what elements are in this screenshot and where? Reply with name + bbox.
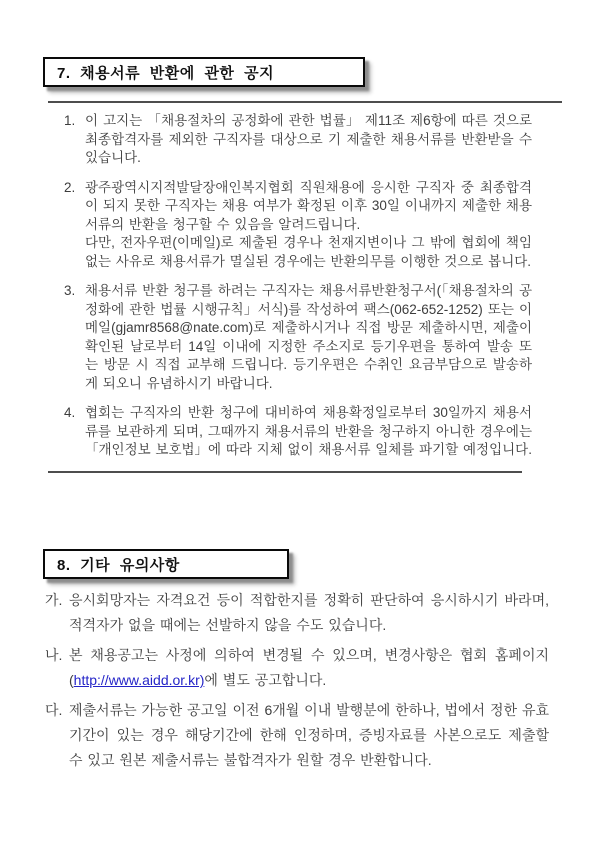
list-item-number: 3. [64,283,76,298]
list-item-number: 다. [45,702,63,718]
homepage-link[interactable]: http://www.aidd.or.kr) [73,672,205,688]
list-item-text [69,643,549,693]
list-item-text: 제출서류는 가능한 공고일 이전 6개월 이내 발행분에 한하나, 법에서 정한 유효기간이 있는 경우 해당기간에 한해 인정하며, 증빙자료를 사본으로도 제출할 수 있고 원본 제출서류는 불합격자가 원할 경우 반환합니다. [69,702,549,768]
notice-item-2 [64,179,562,272]
section7-bottom-rule [48,471,522,473]
list-item-text: 이 고지는 「채용절차의 공정화에 관한 법률」 제11조 제6항에 따른 것으로 최종합격자를 제외한 구직자를 대상으로 기 제출한 채용서류를 반환받을 수 있습니다. [85,113,532,165]
notice-item-1 [64,112,562,168]
section7-heading-box [43,57,365,87]
section7-title: 7. 채용서류 반환에 관한 공지 [57,64,275,82]
list-item-number: 가. [45,592,63,608]
list-item-text: 채용서류 반환 청구를 하려는 구직자는 채용서류반환청구서(「채용절차의 공정화에 관한 법률 시행규칙」서식)를 작성하여 팩스(062-652-1252) 또는 이메일(gjamr8568@nate.com)로 제출하시거나 직접 방문 제출하시면, 제출이 확인된 날로부터 14일 이내에 지정한 주소지로 등기우편을 통하여 발송 또는 방문 시 직접 교부해 드립니다. 등기우편은 수취인 요금부담으로 발송하게 되오니 유념하시기 바랍니다. [85,283,532,391]
list-item-text: 응시회망자는 자격요건 등이 적합한지를 정확히 판단하여 응시하시기 바라며, 적격자가 없을 때에는 선발하지 않을 수도 있습니다. [69,592,549,633]
note-item-na [45,643,553,693]
notice-item-3 [64,282,562,393]
note-item-da [45,698,553,773]
note-item-ga [45,588,553,638]
list-item-text-after-link: 에 별도 공고합니다. [204,672,327,688]
section8-title: 8. 기타 유의사항 [57,556,180,574]
notice-item-4 [64,404,562,460]
list-item-number: 1. [64,113,76,128]
list-item-paragraph-2: 다만, 전자우편(이메일)로 제출된 경우나 천재지변이나 그 밖에 협회에 책임 없는 사유로 채용서류가 멸실된 경우에는 반환의무를 이행한 것으로 봅니다. [85,235,532,269]
section7-body [48,103,562,473]
list-item-text-before-link: 본 채용공고는 사정에 의하여 변경될 수 있으며, 변경사항은 협회 홈페이지( [69,647,549,688]
list-item-text: 협회는 구직자의 반환 청구에 대비하여 채용확정일로부터 30일까지 채용서류를 보관하게 되며, 그때까지 채용서류의 반환을 청구하지 아니한 경우에는 「개인정보 보호법」에 따라 지체 없이 채용서류 일체를 파기할 예정입니다. [85,405,532,457]
list-item-text [85,179,532,272]
section8-body [45,588,553,778]
list-item-paragraph-1: 광주광역시지적발달장애인복지협회 직원채용에 응시한 구직자 중 최종합격이 되지 못한 구직자는 채용 여부가 확정된 이후 30일 이내까지 제출한 채용서류의 반환을 청구할 수 있음을 알려드립니다. [85,179,532,232]
list-item-number: 2. [64,179,76,195]
section8-heading-box [43,549,289,579]
list-item-number: 나. [45,647,63,663]
list-item-number: 4. [64,405,76,420]
